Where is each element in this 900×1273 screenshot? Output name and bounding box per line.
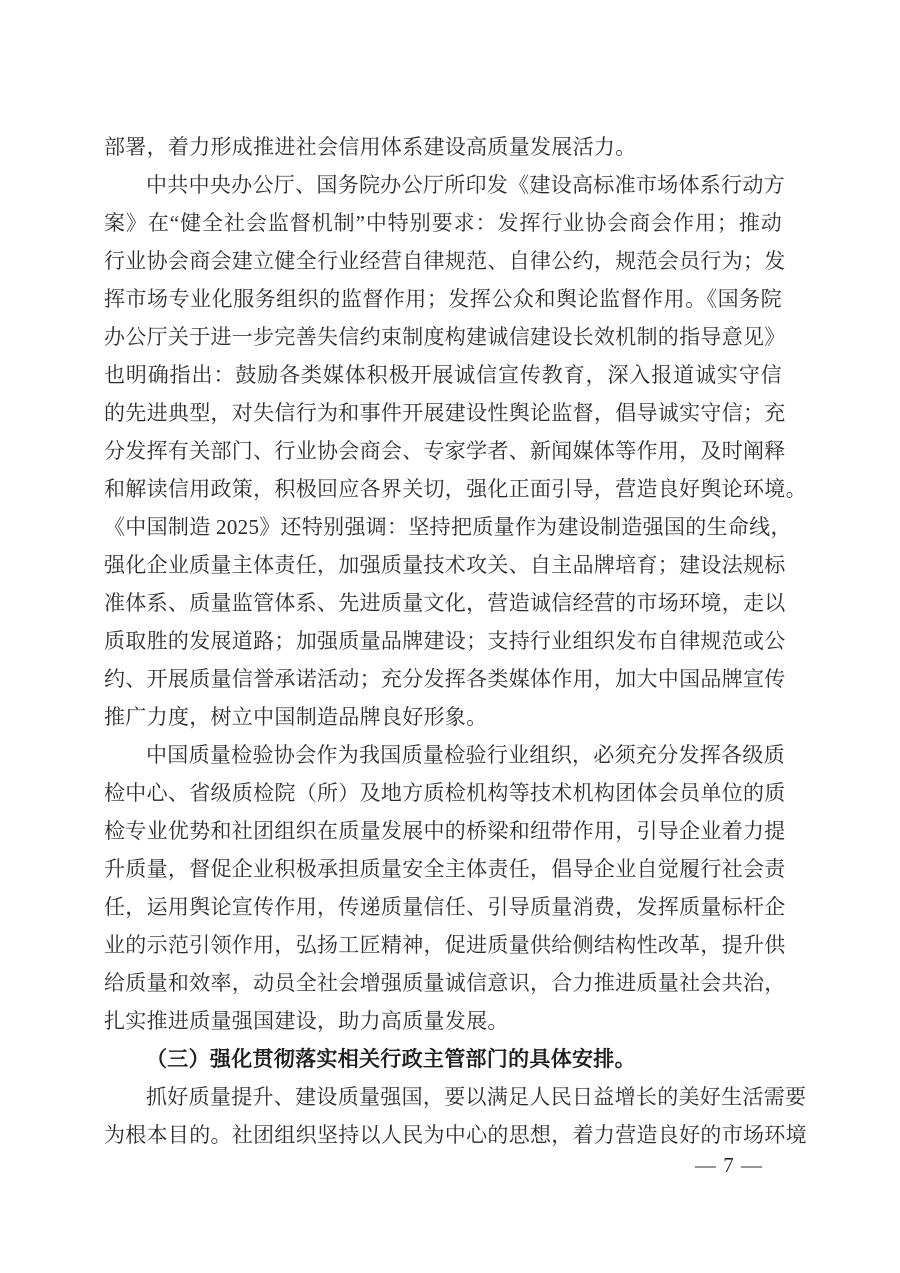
- section-heading: （三）强化贯彻落实相关行政主管部门的具体安排。: [146, 1047, 636, 1071]
- text-line: 扎实推进质量强国建设，助力高质量发展。: [104, 1009, 509, 1033]
- text-line: 任，运用舆论宣传作用，传递质量信任、引导质量消费，发挥质量标杆企: [104, 895, 786, 919]
- text-line: 中共中央办公厅、国务院办公厅所印发《建设高标准市场体系行动方: [146, 173, 785, 197]
- text-line: 的先进典型，对失信行为和事件开展建设性舆论监督，倡导诚实守信；充: [104, 401, 786, 425]
- text-line: 约、开展质量信誉承诺活动；充分发挥各类媒体作用，加大中国品牌宣传: [104, 667, 786, 691]
- text-line: 准体系、质量监管体系、先进质量文化，营造诚信经营的市场环境，走以: [104, 591, 786, 615]
- text-line: 检专业优势和社团组织在质量发展中的桥梁和纽带作用，引导企业着力提: [104, 819, 786, 843]
- text-line: 业的示范引领作用，弘扬工匠精神，促进质量供给侧结构性改革，提升供: [104, 933, 786, 957]
- text-line: 给质量和效率，动员全社会增强质量诚信意识，合力推进质量社会共治，: [104, 971, 786, 995]
- text-line: 和解读信用政策，积极回应各界关切，强化正面引导，营造良好舆论环境。: [104, 477, 807, 501]
- text-line: 抓好质量提升、建设质量强国，要以满足人民日益增长的美好生活需要: [146, 1085, 807, 1109]
- text-line: 为根本目的。社团组织坚持以人民为中心的思想，着力营造良好的市场环境: [104, 1123, 807, 1147]
- text-line: 办公厅关于进一步完善失信约束制度构建诚信建设长效机制的指导意见》: [104, 325, 786, 349]
- text-line: 《中国制造 2025》还特别强调：坚持把质量作为建设制造强国的生命线，: [104, 515, 792, 539]
- text-line: 推广力度，树立中国制造品牌良好形象。: [104, 705, 488, 729]
- text-line: 案》在“健全社会监督机制”中特别要求：发挥行业协会商会作用；推动: [104, 211, 782, 235]
- text-line: 强化企业质量主体责任，加强质量技术攻关、自主品牌培育；建设法规标: [104, 553, 786, 577]
- text-line: 挥市场专业化服务组织的监督作用；发挥公众和舆论监督作用。《国务院: [104, 287, 782, 311]
- text-line: 质取胜的发展道路；加强质量品牌建设；支持行业组织发布自律规范或公: [104, 629, 786, 653]
- text-line: 升质量，督促企业积极承担质量安全主体责任，倡导企业自觉履行社会责: [104, 857, 786, 881]
- text-line: 也明确指出：鼓励各类媒体积极开展诚信宣传教育，深入报道诚实守信: [104, 363, 782, 387]
- text-line: 中国质量检验协会作为我国质量检验行业组织，必须充分发挥各级质: [146, 743, 785, 767]
- text-line: 检中心、省级质检院（所）及地方质检机构等技术机构团体会员单位的质: [104, 781, 786, 805]
- text-line: 分发挥有关部门、行业协会商会、专家学者、新闻媒体等作用，及时阐释: [104, 439, 786, 463]
- document-body: [104, 128, 807, 1154]
- text-line: 行业协会商会建立健全行业经营自律规范、自律公约，规范会员行为；发: [104, 249, 786, 273]
- text-line: 部署，着力形成推进社会信用体系建设高质量发展活力。: [104, 135, 637, 159]
- page-number: — 7 —: [695, 1153, 763, 1177]
